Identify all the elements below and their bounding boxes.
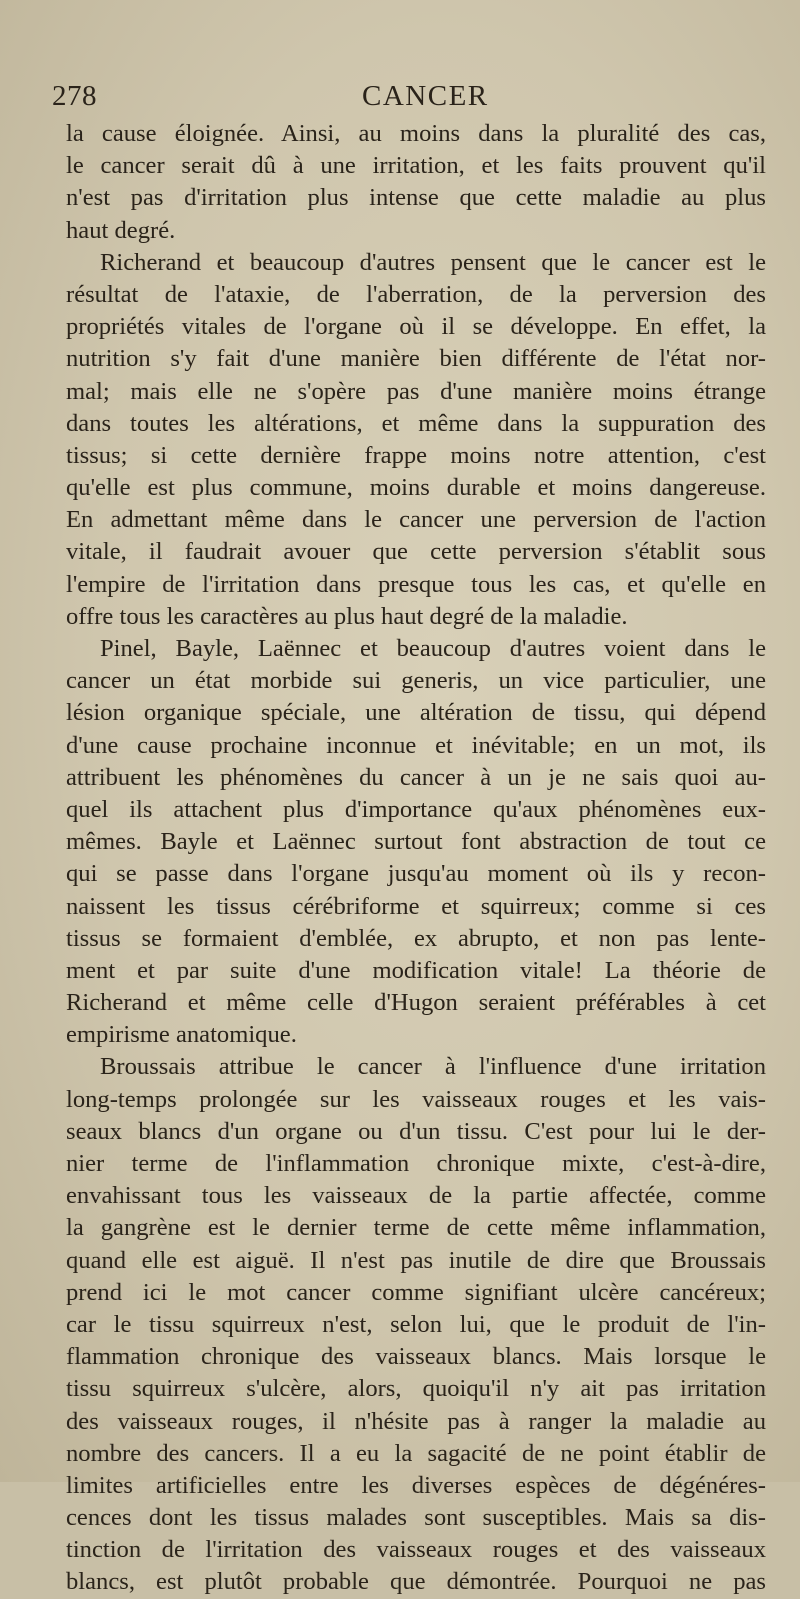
text-line: des vaisseaux rouges, il n'hésite pas à ranger la maladie au xyxy=(66,1407,766,1435)
text-line: prend ici le mot cancer comme signifiant ulcère cancéreux; xyxy=(66,1278,766,1306)
text-line: limites artificielles entre les diverses espèces de dégénéres- xyxy=(66,1471,766,1499)
text-line: cancer un état morbide sui generis, un vice particulier, une xyxy=(66,667,766,695)
text-line: envahissant tous les vaisseaux de la partie affectée, comme xyxy=(66,1182,766,1210)
text-line: blancs, est plutôt probable que démontrée. Pourquoi ne pas xyxy=(66,1568,766,1596)
text-line: résultat de l'ataxie, de l'aberration, de la perversion des xyxy=(66,280,766,308)
text-line: Pinel, Bayle, Laënnec et beaucoup d'autres voient dans le xyxy=(100,635,766,662)
text-line: la gangrène est le dernier terme de cette même inflammation, xyxy=(66,1214,766,1242)
text-line: flammation chronique des vaisseaux blancs. Mais lorsque le xyxy=(66,1343,766,1371)
text-line: tinction de l'irritation des vaisseaux rouges et des vaisseaux xyxy=(66,1536,766,1564)
text-line: quel ils attachent plus d'importance qu'aux phénomènes eux- xyxy=(66,795,766,823)
text-line: naissent les tissus cérébriforme et squirreux; comme si ces xyxy=(66,892,766,920)
text-line: mal; mais elle ne s'opère pas d'une manière moins étrange xyxy=(66,377,766,405)
text-line: attribuent les phénomènes du cancer à un je ne sais quoi au- xyxy=(66,763,766,791)
text-line: seaux blancs d'un organe ou d'un tissu. C'est pour lui le der- xyxy=(66,1117,766,1145)
text-line: l'empire de l'irritation dans presque tous les cas, et qu'elle en xyxy=(66,570,766,598)
text-line: quand elle est aiguë. Il n'est pas inutile de dire que Broussais xyxy=(66,1246,766,1274)
body-text xyxy=(66,118,766,1599)
running-head xyxy=(52,80,740,120)
text-line: le cancer serait dû à une irritation, et les faits prouvent qu'il xyxy=(66,152,766,180)
text-line: la cause éloignée. Ainsi, au moins dans la pluralité des cas, xyxy=(66,120,766,147)
text-line: car le tissu squirreux n'est, selon lui, que le produit de l'in- xyxy=(66,1310,766,1338)
text-line: Richerand et même celle d'Hugon seraient préférables à cet xyxy=(66,989,766,1017)
text-line: d'une cause prochaine inconnue et inévitable; en un mot, ils xyxy=(66,731,766,759)
text-line: offre tous les caractères au plus haut degré de la maladie. xyxy=(66,602,628,630)
text-line: propriétés vitales de l'organe où il se développe. En effet, la xyxy=(66,313,766,341)
text-line: nombre des cancers. Il a eu la sagacité de ne point établir de xyxy=(66,1439,766,1467)
text-line: empirisme anatomique. xyxy=(66,1021,297,1049)
text-line: tissu squirreux s'ulcère, alors, quoiqu'il n'y ait pas irritation xyxy=(66,1375,766,1403)
text-line: dans toutes les altérations, et même dans la suppuration des xyxy=(66,409,766,437)
text-line: nutrition s'y fait d'une manière bien différente de l'état nor- xyxy=(66,345,766,373)
text-line: n'est pas d'irritation plus intense que cette maladie au plus xyxy=(66,184,766,212)
text-line: tissus; si cette dernière frappe moins notre attention, c'est xyxy=(66,441,766,469)
text-line: En admettant même dans le cancer une perversion de l'action xyxy=(66,506,766,534)
text-line: Richerand et beaucoup d'autres pensent que le cancer est le xyxy=(100,248,766,276)
text-line: nier terme de l'inflammation chronique mixte, c'est-à-dire, xyxy=(66,1150,766,1177)
text-line: tissus se formaient d'emblée, ex abrupto, et non pas lente- xyxy=(66,924,766,952)
text-line: Broussais attribue le cancer à l'influence d'une irritation xyxy=(100,1053,766,1081)
text-line: mêmes. Bayle et Laënnec surtout font abstraction de tout ce xyxy=(66,828,766,856)
text-line: ment et par suite d'une modification vitale! La théorie de xyxy=(66,956,766,984)
page-number: 278 xyxy=(52,80,97,112)
running-title: CANCER xyxy=(362,80,489,112)
text-line: cences dont les tissus malades sont susceptibles. Mais sa dis- xyxy=(66,1504,766,1532)
text-line: haut degré. xyxy=(66,216,176,244)
text-line: qui se passe dans l'organe jusqu'au moment où ils y recon- xyxy=(66,860,766,888)
text-line: long-temps prolongée sur les vaisseaux rouges et les vais- xyxy=(66,1085,766,1113)
text-line: vitale, il faudrait avouer que cette perversion s'établit sous xyxy=(66,538,766,566)
text-line: qu'elle est plus commune, moins durable et moins dangereuse. xyxy=(66,474,766,502)
text-line: lésion organique spéciale, une altération de tissu, qui dépend xyxy=(66,699,766,727)
